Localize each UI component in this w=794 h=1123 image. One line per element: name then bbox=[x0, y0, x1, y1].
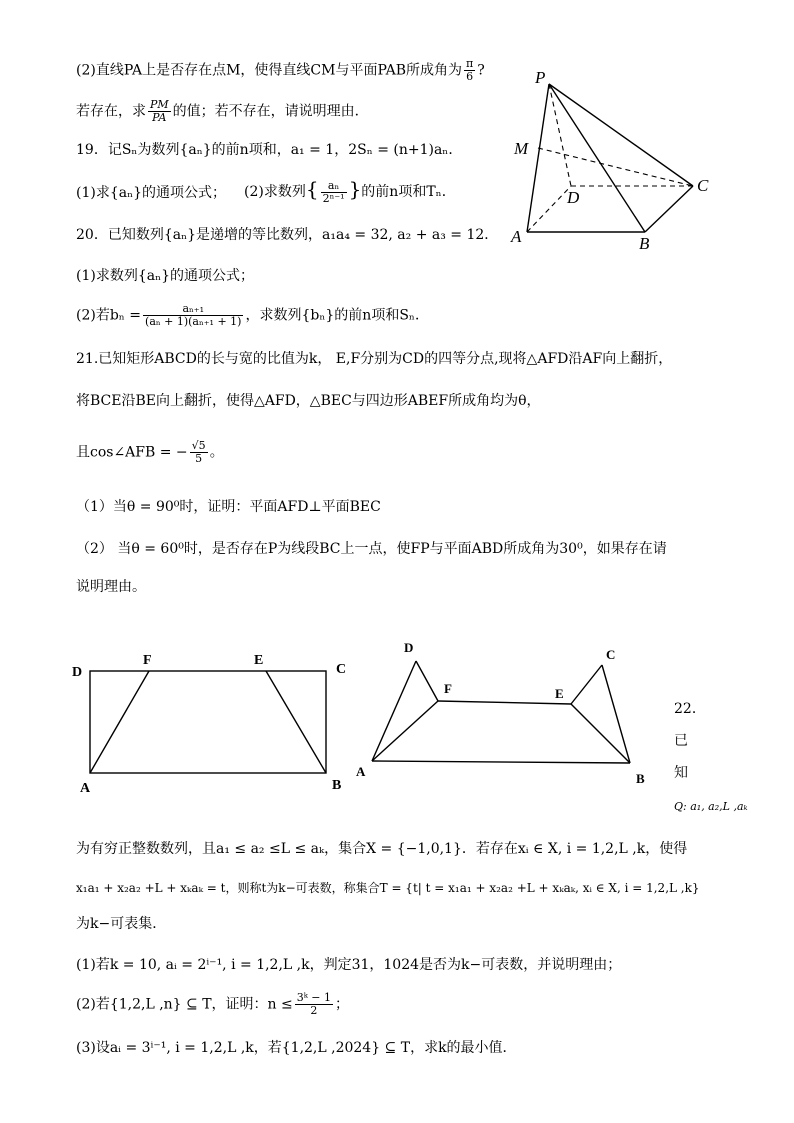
q20-stem: 20．已知数列{aₙ}是递增的等比数列，a₁a₄ = 32, a₂ + a₃ = 12． bbox=[76, 227, 499, 243]
q21-frac-num: √5 bbox=[191, 439, 206, 452]
q20-part2-a: (2)若bₙ = bbox=[76, 307, 142, 324]
q22-line1: 为有穷正整数数列，且a₁ ≤ a₂ ≤L ≤ aₖ，集合X = {−1,0,1}．若存在xᵢ ∈ X, i = 1,2,L ,k，使得 bbox=[76, 841, 688, 857]
fold-E-C bbox=[571, 665, 602, 704]
edge-PA bbox=[527, 84, 549, 232]
q19-part2: (2)求数列{ $\frac{\text{aₙ}}{\text{2ⁿ⁻¹}}$ }的前n项和Tₙ． bbox=[244, 177, 456, 205]
q21-line3-b: 。 bbox=[209, 444, 224, 461]
q18-part2-frac-den: 6 bbox=[466, 70, 474, 83]
q22-char-1: 已 bbox=[674, 733, 688, 749]
q22-sequence: Q: a₁, a₂,L ,aₖ bbox=[674, 800, 748, 813]
edge-PB bbox=[549, 84, 645, 232]
q22-line3: 为k−可表集． bbox=[76, 916, 167, 932]
q21-part2: （2） 当θ = 60⁰时，是否存在P为线段BC上一点，使FP与平面ABD所成角为30⁰，如果存在请 bbox=[76, 541, 667, 557]
q22-frac-den: 2 bbox=[310, 1004, 318, 1017]
q18-part2-frac-num: π bbox=[466, 57, 474, 70]
q22-part2-fraction bbox=[295, 992, 333, 1017]
q19-frac-num: aₙ bbox=[321, 180, 347, 193]
fold-label-A: A bbox=[356, 764, 366, 779]
q19-part2-fraction bbox=[321, 180, 347, 205]
q21-line3 bbox=[76, 440, 224, 465]
fold-label-F: F bbox=[444, 681, 452, 696]
q18-line2-fraction bbox=[148, 99, 171, 124]
edge-BC bbox=[645, 186, 693, 232]
fold-A-F bbox=[372, 701, 438, 761]
q20-frac-den: (aₙ + 1)(aₙ₊₁ + 1) bbox=[145, 315, 242, 328]
label-A: A bbox=[511, 227, 522, 246]
q21-frac-den: 5 bbox=[195, 452, 203, 465]
q18-part2-text-b: ? bbox=[477, 62, 485, 79]
label-B: B bbox=[639, 234, 650, 253]
label-C: C bbox=[697, 176, 709, 195]
q22-part3: (3)设aᵢ = 3ⁱ⁻¹, i = 1,2,L ,k，若{1,2,L ,2024} ⊆ T，求k的最小值． bbox=[76, 1040, 517, 1056]
rect-label-C: C bbox=[336, 662, 347, 677]
q21-line3-a: 且cos∠AFB = − bbox=[76, 444, 188, 461]
q22-frac-num: 3ᵏ − 1 bbox=[296, 991, 331, 1004]
rect-label-E: E bbox=[254, 653, 264, 668]
q22-part2-a: (2)若{1,2,L ,n} ⊆ T，证明：n ≤ bbox=[76, 996, 293, 1013]
label-D: D bbox=[567, 188, 580, 207]
q21-part2-cont: 说明理由。 bbox=[76, 579, 146, 595]
fold-A-B bbox=[372, 761, 630, 763]
segment-AF bbox=[90, 671, 149, 773]
q19-stem: 19．记Sₙ为数列{aₙ}的前n项和，a₁ = 1，2Sₙ = (n+1)aₙ． bbox=[76, 142, 463, 158]
rect-label-F: F bbox=[143, 653, 152, 668]
rect-label-B: B bbox=[332, 778, 342, 793]
q20-part2 bbox=[76, 303, 429, 328]
pyramid-figure bbox=[505, 62, 725, 262]
fold-label-C: C bbox=[606, 647, 616, 662]
q19-part2-a: (2)求数列 bbox=[244, 184, 306, 200]
q18-part2-line bbox=[76, 58, 485, 83]
q22-part2 bbox=[76, 992, 349, 1017]
q18-line2-a: 若存在，求 bbox=[76, 103, 146, 120]
fold-A-D bbox=[372, 661, 416, 761]
q22-part1: (1)若k = 10, aᵢ = 2ⁱ⁻¹, i = 1,2,L ,k，判定31，1024是否为k−可表数，并说明理由； bbox=[76, 957, 622, 973]
rect-label-A: A bbox=[80, 781, 91, 796]
fold-label-D: D bbox=[404, 640, 414, 655]
q19-part2-b: 的前n项和Tₙ． bbox=[361, 184, 456, 200]
q19-part1: (1)求{aₙ}的通项公式； bbox=[76, 185, 227, 201]
rect-ABCD bbox=[90, 671, 326, 773]
q22-line2: x₁a₁ + x₂a₂ +L + xₖaₖ = t，则称t为k−可表数，称集合T = {t| t = x₁a₁ + x₂a₂ +L + xₖaₖ, xᵢ ∈ X, i = 1,2,L ,k} bbox=[76, 881, 700, 895]
q18-part2-text-a: (2)直线PA上是否存在点M，使得直线CM与平面PAB所成角为 bbox=[76, 62, 462, 79]
fold-F-E bbox=[438, 701, 571, 704]
edge-PD-hidden bbox=[549, 84, 571, 186]
fold-D-F bbox=[416, 661, 438, 701]
q18-part2-line2 bbox=[76, 99, 369, 124]
q22-number: 22． bbox=[674, 701, 706, 717]
q22-char-2: 知 bbox=[674, 765, 688, 781]
segment-MC-hidden bbox=[538, 148, 693, 186]
q21-part1: （1）当θ = 90⁰时，证明：平面AFD⊥平面BEC bbox=[76, 499, 381, 515]
q18-line2-frac-den: PA bbox=[152, 111, 167, 124]
label-P: P bbox=[535, 68, 546, 87]
rectangle-figure bbox=[68, 648, 358, 798]
q18-line2-frac-num: PM bbox=[150, 98, 169, 111]
q21-line3-fraction bbox=[190, 440, 208, 465]
fold-label-E: E bbox=[555, 686, 564, 701]
q21-line1: 21.已知矩形ABCD的长与宽的比值为k， E,F分别为CD的四等分点,现将△AFD沿AF向上翻折， bbox=[76, 351, 673, 367]
q18-part2-fraction bbox=[464, 58, 475, 83]
q18-line2-b: 的值；若不存在，请说明理由． bbox=[172, 103, 369, 120]
q19-frac-den: 2ⁿ⁻¹ bbox=[322, 191, 345, 205]
label-M: M bbox=[514, 139, 529, 158]
q20-part2-b: ，求数列{bₙ}的前n项和Sₙ． bbox=[245, 307, 429, 324]
edge-PC bbox=[549, 84, 693, 186]
q20-part2-fraction bbox=[143, 303, 243, 328]
q21-line2: 将BCE沿BE向上翻折，使得△AFD，△BEC与四边形ABEF所成角均为θ， bbox=[76, 393, 541, 409]
q22-part2-b: ； bbox=[334, 996, 349, 1013]
rect-label-D: D bbox=[72, 665, 83, 680]
q20-part1: (1)求数列{aₙ}的通项公式； bbox=[76, 268, 255, 284]
edge-AD-hidden bbox=[527, 186, 571, 232]
folded-figure bbox=[352, 638, 652, 788]
fold-label-B: B bbox=[636, 771, 645, 786]
q20-frac-num: aₙ₊₁ bbox=[143, 303, 243, 316]
segment-BE bbox=[266, 671, 326, 773]
